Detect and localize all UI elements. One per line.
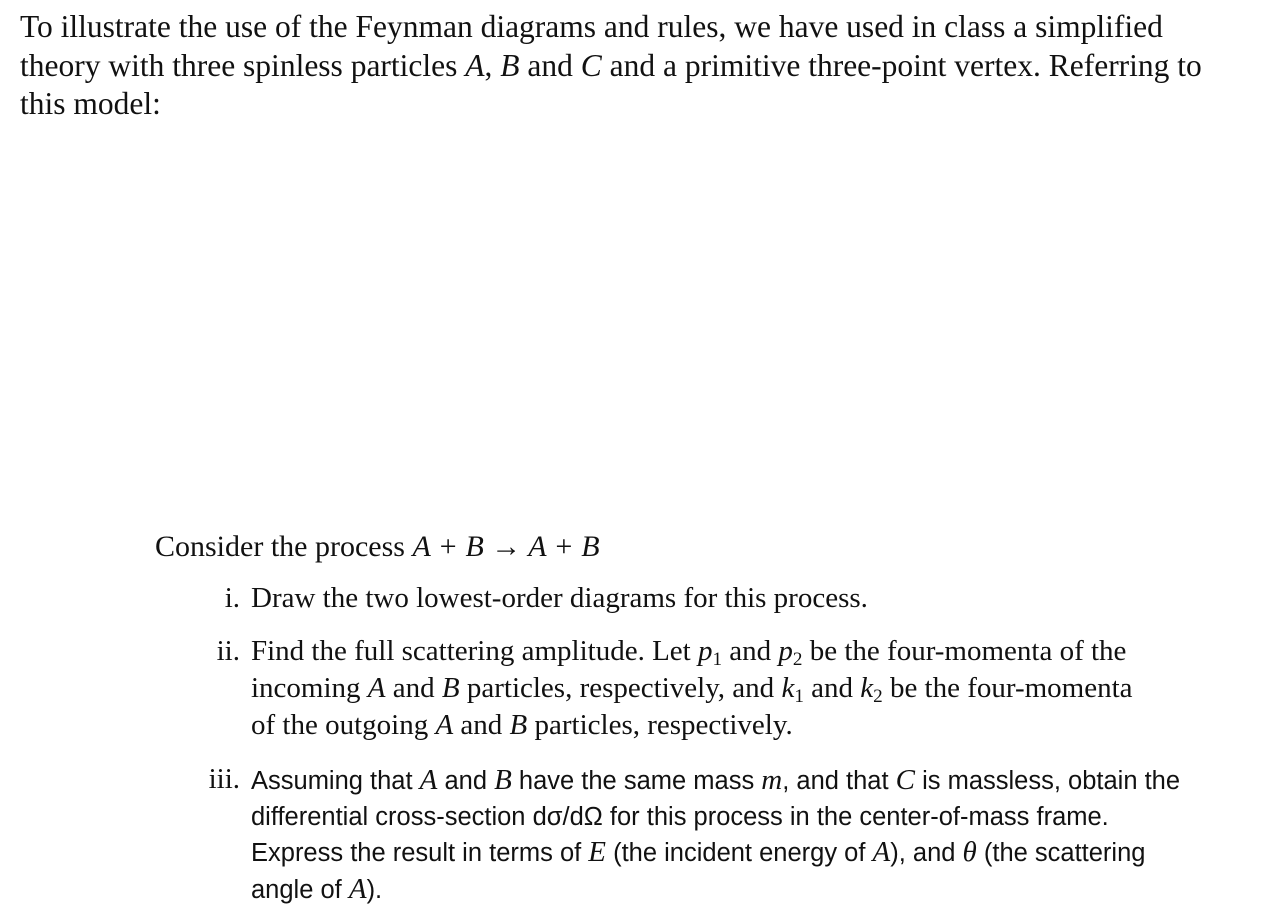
item-ii-line-1: Find the full scattering amplitude. Let $p_1$ and $p_2$ be the four-momenta of the [251, 635, 1127, 670]
intro-line-3: this model: [20, 86, 161, 121]
list-numeral: iii. [208, 763, 240, 795]
problem-statement: Consider the process A + B → A + B [155, 530, 600, 563]
symbol-C: C [580, 47, 602, 83]
item-iii-line-3: Express the result in terms of E (the incident energy of A), and θ (the scattering [251, 836, 1146, 868]
item-iii-line-4: angle of A). [251, 872, 383, 905]
cross-section-symbol: dσ/dΩ [532, 802, 603, 831]
intro-line-1: To illustrate the use of the Feynman diagrams and rules, we have used in class a simplified [20, 9, 1163, 44]
intro-paragraph [20, 8, 1250, 124]
list-item-text: Draw the two lowest-order diagrams for this process. [251, 582, 868, 614]
item-ii-line-3: of the outgoing A and B particles, respectively. [251, 709, 793, 741]
intro-line-2: theory with three spinless particles A, B and C and a primitive three-point vertex. Referring to [20, 47, 1202, 83]
symbol-A: A [465, 47, 485, 83]
process-equation: A + B → A + B [412, 530, 600, 563]
list-item-text [251, 763, 1261, 908]
list-numeral: ii. [216, 635, 240, 667]
list-item-text [251, 633, 1261, 744]
problem-block [155, 528, 1255, 905]
list-numeral: i. [224, 582, 240, 614]
symbol-B: B [500, 47, 520, 83]
item-ii-line-2: incoming A and B particles, respectively, and $k_1$ and $k_2$ be the four-momenta [251, 672, 1133, 707]
item-iii-line-1: Assuming that A and B have the same mass m, and that C is massless, obtain the [251, 764, 1181, 796]
item-iii-line-2: differential cross-section dσ/dΩ for this process in the center-of-mass frame. [251, 802, 1109, 831]
